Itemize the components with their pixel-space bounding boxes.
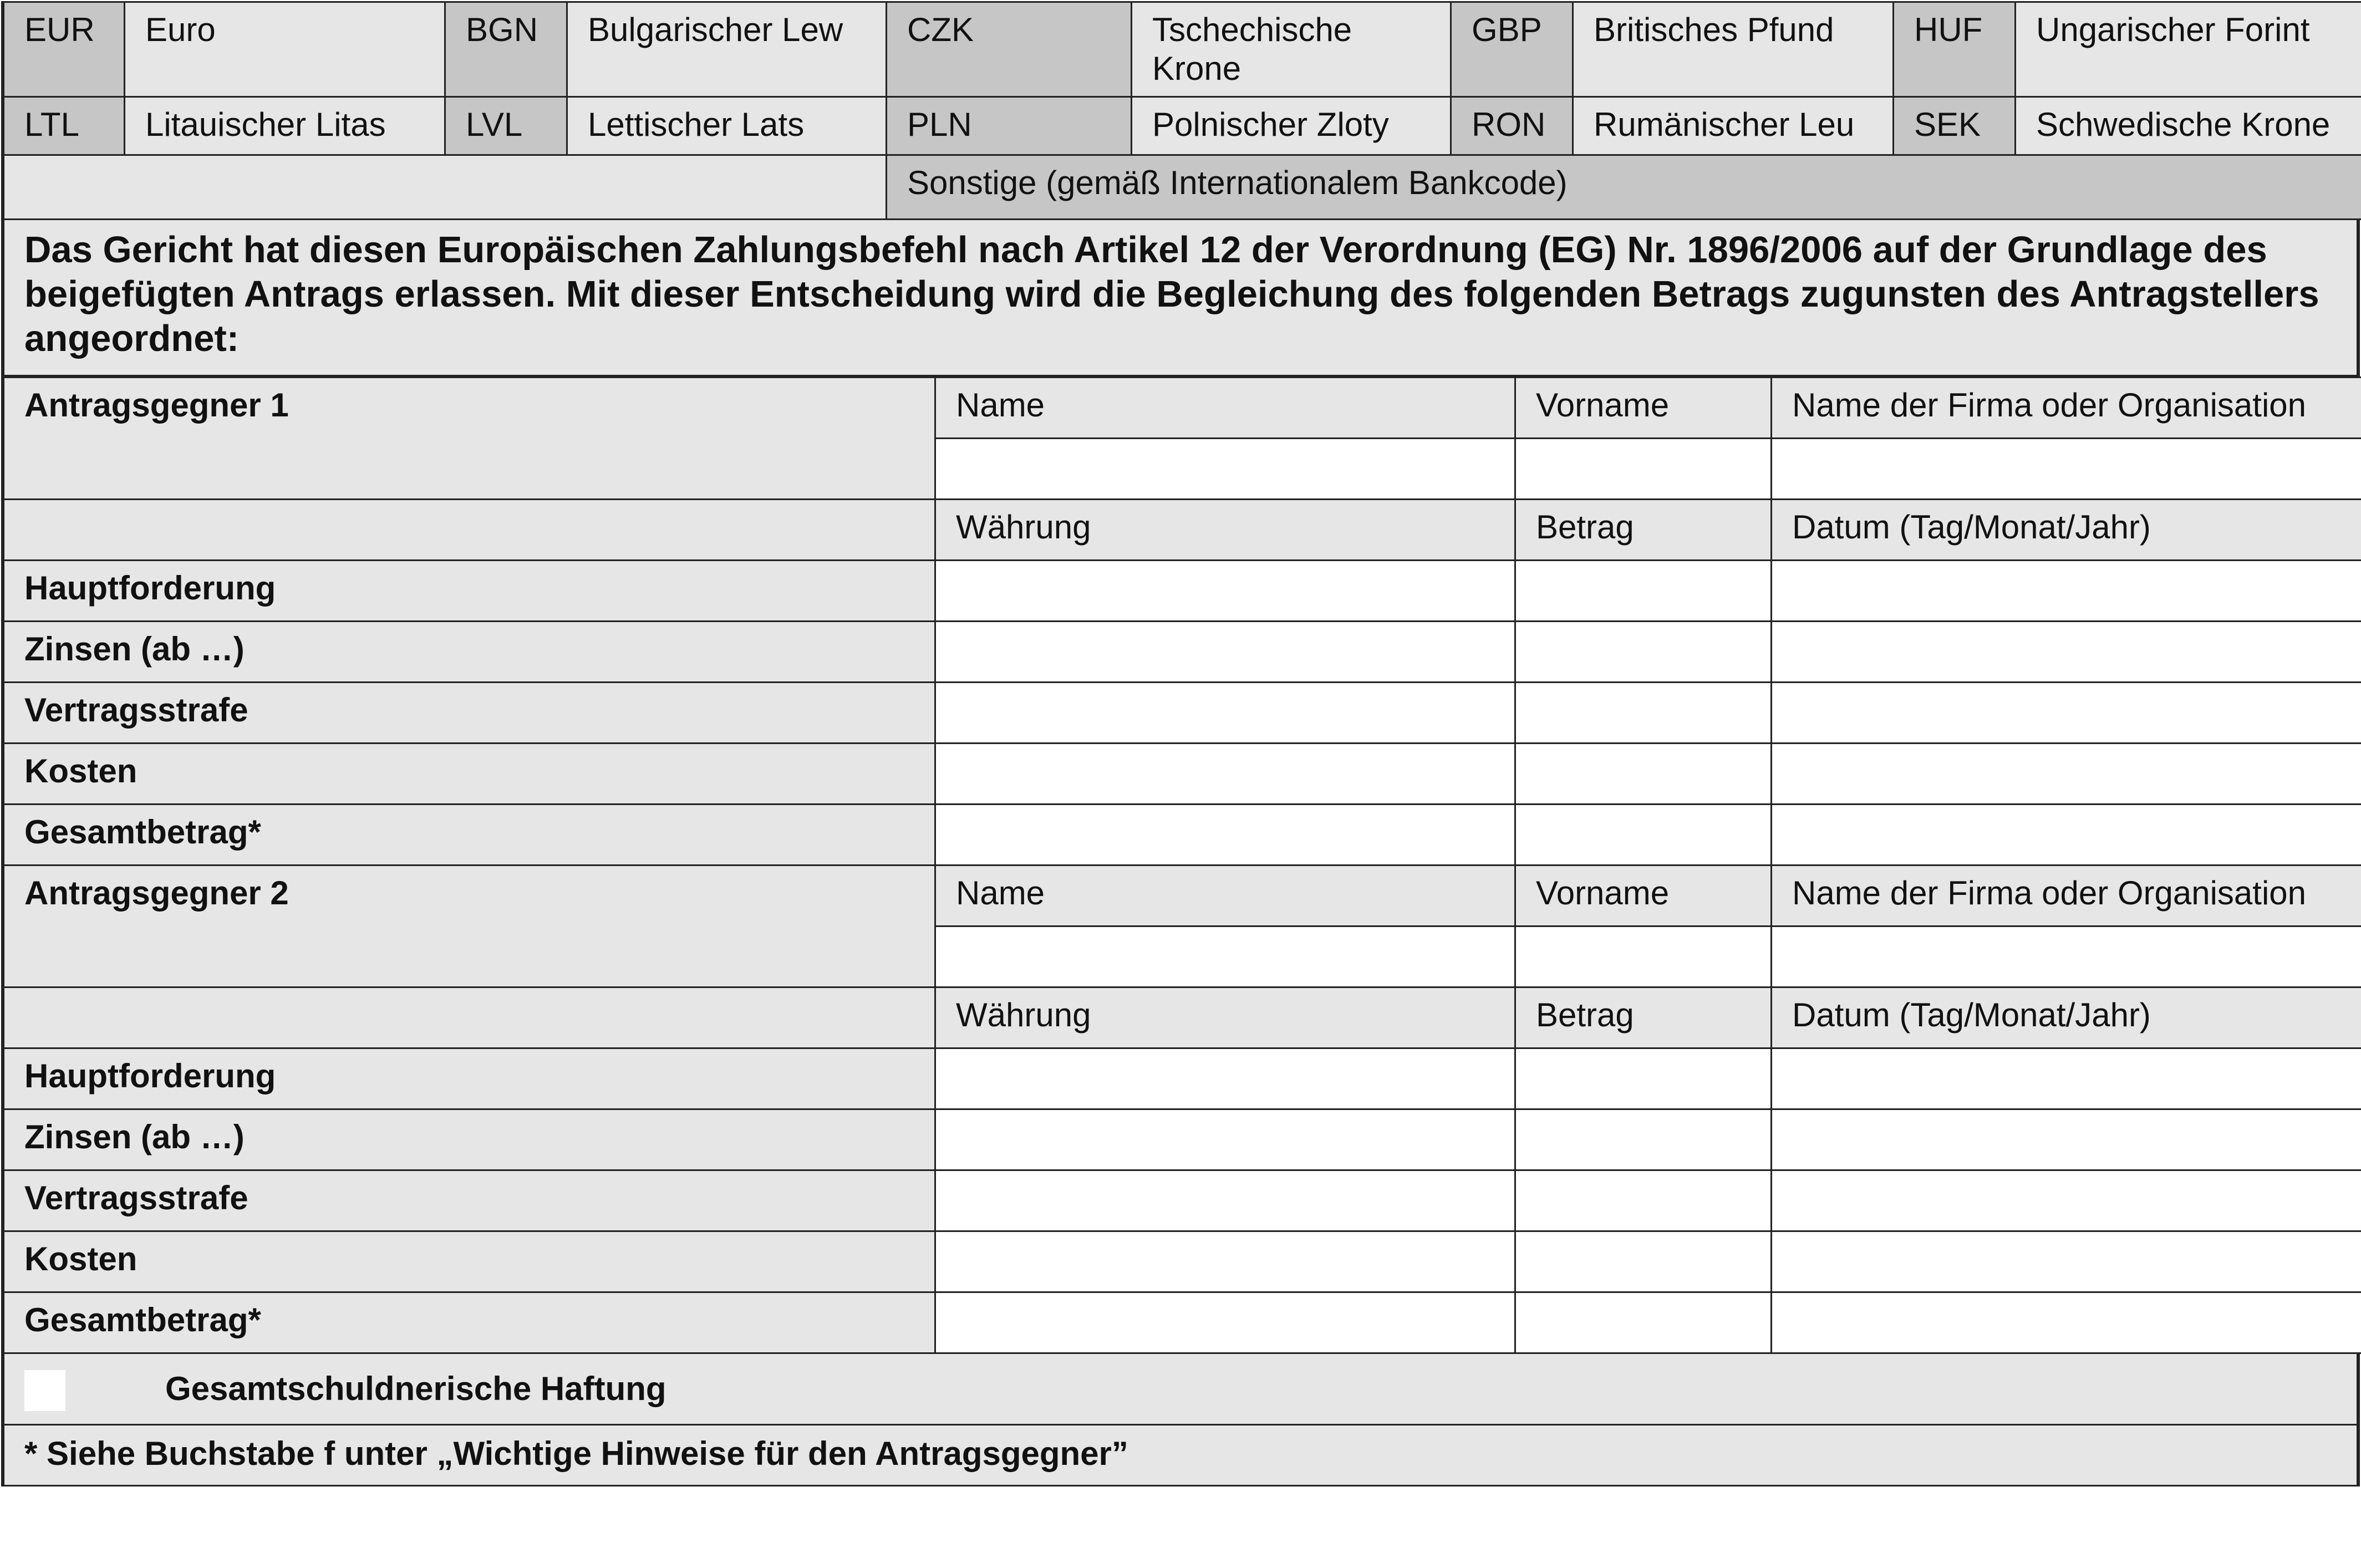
amount-input[interactable]: [1515, 744, 1772, 805]
amount-header-blank: [4, 500, 935, 561]
currency-input[interactable]: [935, 744, 1515, 805]
joint-liability-row: [3, 1354, 2358, 1426]
claim-row: [4, 683, 2361, 744]
company-input[interactable]: [1772, 439, 2361, 500]
amount-input[interactable]: [1515, 805, 1772, 866]
defendant-name-header-row: [4, 378, 2361, 439]
currency-name: Polnischer Zloty: [1132, 97, 1451, 155]
claim-label: Vertragsstrafe: [4, 1170, 935, 1231]
claim-label: Hauptforderung: [4, 561, 935, 622]
currency-code: BGN: [445, 2, 567, 97]
currency-input[interactable]: [935, 1109, 1515, 1170]
claim-row: [4, 1170, 2361, 1231]
currency-input[interactable]: [935, 1048, 1515, 1109]
amount-header-row: [4, 987, 2361, 1048]
currency-input[interactable]: [935, 805, 1515, 866]
joint-liability-label: Gesamtschuldnerische Haftung: [165, 1370, 666, 1407]
amount-input[interactable]: [1515, 622, 1772, 683]
currency-row: [4, 2, 2361, 97]
date-input[interactable]: [1772, 1231, 2361, 1292]
currency-code: CZK: [887, 2, 1132, 97]
amount-input[interactable]: [1515, 1231, 1772, 1292]
currency-name: Litauischer Litas: [125, 97, 445, 155]
amount-input[interactable]: [1515, 1292, 1772, 1353]
currency-row-other: [4, 155, 2361, 220]
claim-label: Zinsen (ab …): [4, 1109, 935, 1170]
payment-order-form: [1, 1, 2360, 1486]
date-input[interactable]: [1772, 622, 2361, 683]
amount-input[interactable]: [1515, 561, 1772, 622]
order-statement: Das Gericht hat diesen Europäischen Zahlungsbefehl nach Artikel 12 der Verordnung (EG) Nr. 1896/2006 auf der Grundlage des beigefügten Antrags erlassen. Mit dieser Entscheidung wird die Begleichung des folgenden Betrags zugunsten des Antragstellers angeordnet:: [3, 220, 2358, 376]
claim-row: [4, 744, 2361, 805]
joint-liability-checkbox[interactable]: [24, 1370, 65, 1411]
currency-other: Sonstige (gemäß Internationalem Bankcode): [887, 155, 2361, 220]
currency-name: Rumänischer Leu: [1573, 97, 1894, 155]
amount-header-row: [4, 500, 2361, 561]
currency-name: Lettischer Lats: [567, 97, 887, 155]
defendant-name-header-row: [4, 866, 2361, 926]
currency-input[interactable]: [935, 561, 1515, 622]
claim-label: Vertragsstrafe: [4, 683, 935, 744]
currency-name: Tschechische Krone: [1132, 2, 1451, 97]
amount-input[interactable]: [1515, 1170, 1772, 1231]
claim-row: [4, 805, 2361, 866]
claim-label: Zinsen (ab …): [4, 622, 935, 683]
name-header: Name: [935, 378, 1515, 439]
currency-code: LVL: [445, 97, 567, 155]
currency-input[interactable]: [935, 1231, 1515, 1292]
date-input[interactable]: [1772, 1170, 2361, 1231]
currency-code: HUF: [1894, 2, 2016, 97]
currency-name: Euro: [125, 2, 445, 97]
currency-code: EUR: [4, 2, 125, 97]
company-header: Name der Firma oder Organisation: [1772, 866, 2361, 926]
defendant-label: Antragsgegner 2: [4, 866, 935, 987]
date-input[interactable]: [1772, 683, 2361, 744]
date-input[interactable]: [1772, 1048, 2361, 1109]
amount-header-blank: [4, 987, 935, 1048]
currency-code: SEK: [1894, 97, 2016, 155]
claim-row: [4, 1048, 2361, 1109]
currency-table: [3, 1, 2361, 220]
currency-code: LTL: [4, 97, 125, 155]
amount-input[interactable]: [1515, 1109, 1772, 1170]
defendant-label: Antragsgegner 1: [4, 378, 935, 500]
date-input[interactable]: [1772, 1292, 2361, 1353]
currency-code: GBP: [1451, 2, 1573, 97]
claim-label: Kosten: [4, 744, 935, 805]
claim-row: [4, 622, 2361, 683]
currency-name: Schwedische Krone: [2016, 97, 2361, 155]
currency-code: RON: [1451, 97, 1573, 155]
claim-row: [4, 561, 2361, 622]
amount-header: Betrag: [1515, 987, 1772, 1048]
currency-input[interactable]: [935, 1292, 1515, 1353]
name-header: Name: [935, 866, 1515, 926]
date-input[interactable]: [1772, 1109, 2361, 1170]
date-input[interactable]: [1772, 805, 2361, 866]
first-name-header: Vorname: [1515, 866, 1772, 926]
currency-header: Währung: [935, 500, 1515, 561]
company-input[interactable]: [1772, 926, 2361, 987]
footnote: * Siehe Buchstabe f unter „Wichtige Hinweise für den Antragsgegner”: [3, 1426, 2358, 1486]
claim-label: Gesamtbetrag*: [4, 805, 935, 866]
currency-blank-cell: [4, 155, 887, 220]
claim-row: [4, 1109, 2361, 1170]
amount-header: Betrag: [1515, 500, 1772, 561]
currency-name: Bulgarischer Lew: [567, 2, 887, 97]
name-input[interactable]: [935, 926, 1515, 987]
currency-header: Währung: [935, 987, 1515, 1048]
claim-label: Gesamtbetrag*: [4, 1292, 935, 1353]
defendants-table: [3, 376, 2361, 1354]
claim-row: [4, 1231, 2361, 1292]
currency-code: PLN: [887, 97, 1132, 155]
date-header: Datum (Tag/Monat/Jahr): [1772, 500, 2361, 561]
company-header: Name der Firma oder Organisation: [1772, 378, 2361, 439]
first-name-header: Vorname: [1515, 378, 1772, 439]
amount-input[interactable]: [1515, 683, 1772, 744]
currency-name: Britisches Pfund: [1573, 2, 1894, 97]
currency-name: Ungarischer Forint: [2016, 2, 2361, 97]
currency-input[interactable]: [935, 683, 1515, 744]
claim-label: Hauptforderung: [4, 1048, 935, 1109]
first-name-input[interactable]: [1515, 439, 1772, 500]
first-name-input[interactable]: [1515, 926, 1772, 987]
currency-row: [4, 97, 2361, 155]
claim-row: [4, 1292, 2361, 1353]
currency-input[interactable]: [935, 622, 1515, 683]
name-input[interactable]: [935, 439, 1515, 500]
amount-input[interactable]: [1515, 1048, 1772, 1109]
date-input[interactable]: [1772, 744, 2361, 805]
currency-input[interactable]: [935, 1170, 1515, 1231]
date-input[interactable]: [1772, 561, 2361, 622]
date-header: Datum (Tag/Monat/Jahr): [1772, 987, 2361, 1048]
claim-label: Kosten: [4, 1231, 935, 1292]
